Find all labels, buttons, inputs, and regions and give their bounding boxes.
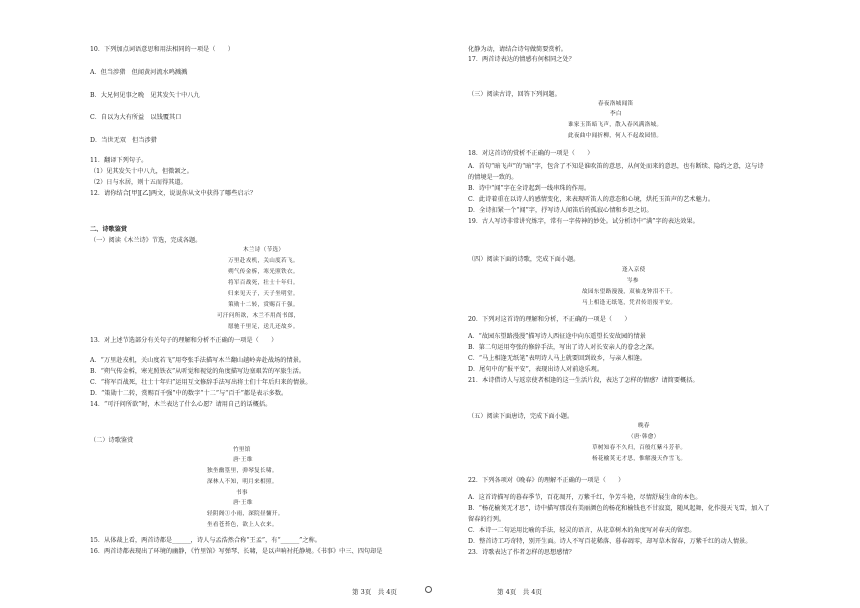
poem-shushi-author: 唐·王维 <box>233 500 253 506</box>
poem-mulan-line: 愿驰千里足，送儿还故乡。 <box>228 324 299 330</box>
question-18: 18．对这首诗的赏析不正确的一项是（ ） <box>468 150 594 157</box>
poem-shushi-line: 轻阴阁①小雨，深院昼慵开。 <box>207 511 284 517</box>
option-22-a: A．这首诗描写的暮春季节，百花凋开，万紫千红，争芳斗艳，尽情舒展生命的本色。 <box>468 494 702 501</box>
option-20-b: B．第二句运用夸张的修辞手法，写出了诗人对长安亲人的眷念之深。 <box>468 344 659 351</box>
option-18-d: D．全诗扣紧一个“闻”字，抒写诗人闻笛后的孤寂心情和乡思之切。 <box>468 207 653 214</box>
page-4 <box>430 0 860 608</box>
question-21: 21．本诗借诗人与返京使者相逢的这一生活片段，表达了怎样的情感？请简要概括。 <box>468 377 699 384</box>
option-22-b-cont: 留春的行列。 <box>468 516 506 523</box>
question-22: 22．下列各项对《晚春》的理解不正确的一项是（ ） <box>468 477 625 484</box>
poem-mulan-line: 将军百战死，壮士十年归。 <box>228 280 299 286</box>
question-11-1: （1）见其发矢十中八九，但微颔之。 <box>90 168 193 175</box>
poem-wanchun-author: （唐·韩愈） <box>628 434 660 440</box>
poem-shushi-line: 坐看苍苔色，欲上人衣来。 <box>207 522 278 528</box>
passage-2-intro: （二）诗歌鉴赏 <box>90 437 134 444</box>
poem-mulan-title: 木兰诗（节选） <box>243 247 285 253</box>
poem-zhuli-title: 竹里馆 <box>233 447 251 453</box>
option-13-b: B．“朔气传金柝，寒光照铁衣”从听觉和视觉的角度描写边塞艰苦的军旅生活。 <box>90 368 306 375</box>
question-16-continued: 化静为动，请结合诗句做简要赏析。 <box>468 46 567 53</box>
page-footer-3: 第 3页 共 4页 <box>352 588 397 596</box>
option-10-c: C．自以为大有所益 以钱覆其口 <box>90 114 182 121</box>
poem-zhuli-author: 唐·王维 <box>233 457 253 463</box>
option-18-a-cont: 的情境是一致的。 <box>468 174 518 181</box>
option-18-a: A．首句“暗飞声”的“暗”字，包含了不知是谁吹笛的意思，从何处而来的意思，也有断续、隐约之意，这与诗 <box>468 163 764 170</box>
option-22-b: B．“杨花榆荚无才思”，诗中描写那没有美丽颜色的杨花和榆钱也不甘寂寞，随风起舞，化作漫天飞雪，加入了 <box>468 505 770 512</box>
poem-shushi-title: 书事 <box>236 490 248 496</box>
poem-chunye-title: 春夜洛城闻笛 <box>598 101 634 107</box>
poem-mulan-line: 可汗问所欲，木兰不用尚书郎， <box>217 313 300 319</box>
question-12: 12．请你结合[甲][乙]两文，说说你从文中获得了哪些启示？ <box>90 190 257 197</box>
passage-1-intro: （一）阅读《木兰诗》节选，完成各题。 <box>90 237 202 244</box>
question-23: 23．诗歌表达了作者怎样的思想感情？ <box>468 549 575 556</box>
option-13-a: A．“万里赴戎机，关山度若飞”用夸张手法描写木兰翻山越岭奔赴战场的情景。 <box>90 357 305 364</box>
poem-mulan-line: 朔气传金柝，寒光照铁衣。 <box>228 269 299 275</box>
passage-5-intro: （五）阅读下面唐诗，完成下面小题。 <box>468 413 574 420</box>
option-22-d: D．整首诗工巧奇特，别开生面。诗人不写百花稀落、暮春凋零，却写草木留春，万紫千红的动人情景。 <box>468 538 752 545</box>
poem-fengru-line: 故园东望路漫漫，双袖龙钟泪不干。 <box>582 289 677 295</box>
option-20-a: A．“故园东望路漫漫”描写诗人西征途中向东遥望长安故园的情景 <box>468 333 646 340</box>
poem-wanchun-title: 晚春 <box>638 423 650 429</box>
option-18-b: B．诗中“闻”字在全诗起到一线串珠的作用。 <box>468 185 591 192</box>
option-13-d: D．“策勋十二转，赏赐百千强”中的数字“十二”与“百千”都是表示多数。 <box>90 390 288 397</box>
page-footer-4: 第 4页 共 4页 <box>497 588 542 596</box>
option-20-d: D．尾句中的“报平安”，表现出诗人对前途乐观。 <box>468 366 604 373</box>
option-20-c: C．“马上相逢无纸笔”表明诗人马上就要回到故乡，与亲人相逢。 <box>468 355 647 362</box>
option-18-c: C．此诗着重在以诗人的感情变化，来表现听笛人的意态和心境，烘托玉笛声的艺术魅力。 <box>468 196 715 203</box>
poem-mulan-line: 归来见天子，天子坐明堂。 <box>228 291 299 297</box>
poem-wanchun-line: 杨花榆荚无才思，惟解漫天作雪飞。 <box>592 456 687 462</box>
passage-4-intro: （四）阅读下面的诗歌，完成下面小题。 <box>468 256 580 263</box>
question-13: 13．对上述节选部分有关句子的理解和分析不正确的一项是（ ） <box>90 337 278 344</box>
question-20: 20．下列对这首诗的理解和分析，不正确的一项是（ ） <box>468 316 631 323</box>
question-10: 10．下列加点词语意思和用法相同的一项是（ ） <box>90 46 234 53</box>
option-13-c: C．“将军百战死，壮士十年归”运用互文修辞手法写出将士们十年后归来的情景。 <box>90 379 312 386</box>
question-19: 19．古人写诗非常讲究炼字，常有一字传神的妙处。试分析诗中“满”字的表达效果。 <box>468 218 699 225</box>
option-10-a: A．但当涉猎 但闻黄河流水鸣溅溅 <box>90 69 188 76</box>
poem-fengru-author: 岑参 <box>627 278 639 284</box>
poem-chunye-line: 谁家玉笛暗飞声，散入春风满洛城。 <box>568 122 663 128</box>
question-16: 16．两首诗都表现出了环境的幽静，《竹里馆》写弹琴、长啸，是以声响衬托静境。《书事》中三、四句却是 <box>90 548 383 555</box>
poem-zhuli-line: 深林人不知，明月来相照。 <box>207 479 278 485</box>
poem-fengru-title: 逢入京使 <box>622 267 646 273</box>
question-15: 15．从体裁上看，两首诗都是______，诗人与孟浩然合称“王孟”，有“______”之称。 <box>90 537 321 544</box>
question-11: 11．翻译下列句子。 <box>90 157 148 164</box>
question-14: 14．“可汗问所欲”时，木兰表达了什么心愿？请用自己的话概括。 <box>90 401 272 408</box>
poem-chunye-line: 此夜曲中闻折柳，何人不起故园情。 <box>568 133 663 139</box>
poem-mulan-line: 万里赴戎机，关山度若飞。 <box>228 258 299 264</box>
poem-zhuli-line: 独坐幽篁里，弹琴复长啸。 <box>207 468 278 474</box>
option-10-d: D．当世无双 但当涉猎 <box>90 137 157 144</box>
question-17: 17．两首诗表达的情感有何相同之处？ <box>468 56 575 63</box>
question-11-2: （2）日与水居，则十五而得其道。 <box>90 179 187 186</box>
section-poetry-heading: 二、诗歌鉴赏 <box>90 226 128 233</box>
option-10-b: B．大兄何见事之晚 见其发矢十中八九 <box>90 92 200 99</box>
poem-fengru-line: 马上相逢无纸笔，凭君传语报平安。 <box>582 300 677 306</box>
poem-mulan-line: 策勋十二转，赏赐百千强。 <box>228 302 299 308</box>
option-22-c: C．本诗一二句运用比喻的手法，轻灵的语言，从花草树木的角度写对春天的留恋。 <box>468 527 696 534</box>
poem-wanchun-line: 草树知春不久归，百般红紫斗芳菲。 <box>592 445 687 451</box>
poem-chunye-author: 李白 <box>610 111 622 117</box>
passage-3-intro: （三）阅读古诗，回答下列问题。 <box>468 91 561 98</box>
